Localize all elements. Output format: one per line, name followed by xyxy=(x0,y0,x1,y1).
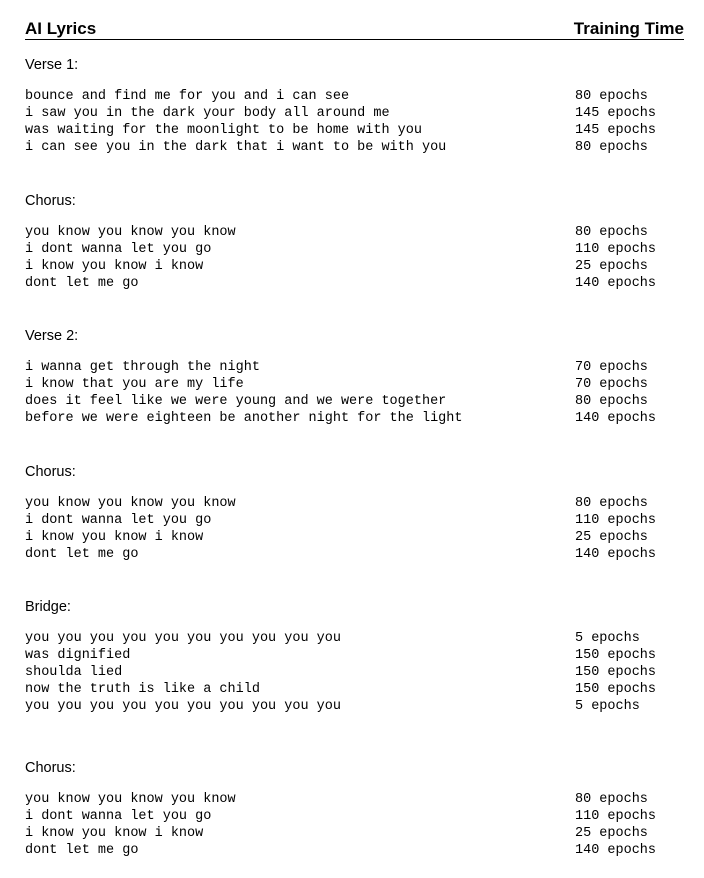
lyric-text: you know you know you know xyxy=(25,792,236,807)
lyric-text: i know that you are my life xyxy=(25,377,244,392)
training-epochs: 80 epochs xyxy=(575,89,648,104)
lyric-text: i saw you in the dark your body all around me xyxy=(25,106,390,121)
lyric-row xyxy=(25,664,684,681)
lyric-row xyxy=(25,241,684,258)
lyric-row xyxy=(25,808,684,825)
lyric-text: dont let me go xyxy=(25,843,139,858)
lyrics-section xyxy=(25,193,684,292)
training-epochs: 80 epochs xyxy=(575,394,648,409)
training-epochs: 25 epochs xyxy=(575,530,648,545)
training-epochs: 145 epochs xyxy=(575,123,657,138)
section-lines xyxy=(25,359,684,427)
training-epochs: 25 epochs xyxy=(575,826,648,841)
section-title: Verse 2: xyxy=(25,328,79,344)
lyric-text: was dignified xyxy=(25,648,131,663)
lyric-text: now the truth is like a child xyxy=(25,682,260,697)
training-epochs: 110 epochs xyxy=(575,809,657,824)
section-title: Bridge: xyxy=(25,599,71,615)
training-epochs: 140 epochs xyxy=(575,411,657,426)
lyric-text: you know you know you know xyxy=(25,496,236,511)
training-epochs: 110 epochs xyxy=(575,242,657,257)
section-lines xyxy=(25,791,684,859)
training-epochs: 80 epochs xyxy=(575,496,648,511)
section-lines xyxy=(25,630,684,715)
lyric-row xyxy=(25,258,684,275)
lyric-text: i know you know i know xyxy=(25,826,204,841)
training-epochs: 70 epochs xyxy=(575,377,648,392)
lyric-text: does it feel like we were young and we were together xyxy=(25,394,447,409)
lyric-text: i dont wanna let you go xyxy=(25,513,212,528)
training-epochs: 145 epochs xyxy=(575,106,657,121)
section-lines xyxy=(25,224,684,292)
lyric-text: i dont wanna let you go xyxy=(25,242,212,257)
lyric-row xyxy=(25,791,684,808)
training-epochs: 140 epochs xyxy=(575,547,657,562)
lyric-row xyxy=(25,681,684,698)
lyrics-heading: AI Lyrics xyxy=(25,19,97,38)
lyric-text: shoulda lied xyxy=(25,665,123,680)
training-epochs: 5 epochs xyxy=(575,699,640,714)
section-lines xyxy=(25,495,684,563)
lyric-row xyxy=(25,698,684,715)
training-epochs: 110 epochs xyxy=(575,513,657,528)
lyric-text: i wanna get through the night xyxy=(25,360,260,375)
lyric-text: dont let me go xyxy=(25,547,139,562)
training-epochs: 150 epochs xyxy=(575,682,657,697)
lyric-row xyxy=(25,393,684,410)
training-epochs: 140 epochs xyxy=(575,843,657,858)
document-header xyxy=(25,18,684,40)
training-epochs: 80 epochs xyxy=(575,140,648,155)
lyric-row xyxy=(25,512,684,529)
lyric-row xyxy=(25,825,684,842)
lyrics-section xyxy=(25,57,684,156)
lyric-row xyxy=(25,410,684,427)
section-lines xyxy=(25,88,684,156)
lyric-row xyxy=(25,546,684,563)
lyric-row xyxy=(25,139,684,156)
lyric-text: i know you know i know xyxy=(25,530,204,545)
section-title: Chorus: xyxy=(25,193,76,209)
lyric-row xyxy=(25,359,684,376)
lyric-row xyxy=(25,647,684,664)
lyric-text: i can see you in the dark that i want to be with you xyxy=(25,140,447,155)
lyric-text: i know you know i know xyxy=(25,259,204,274)
lyrics-section xyxy=(25,760,684,859)
lyric-text: i dont wanna let you go xyxy=(25,809,212,824)
lyric-row xyxy=(25,630,684,647)
lyric-row xyxy=(25,275,684,292)
lyric-text: dont let me go xyxy=(25,276,139,291)
lyric-text: you you you you you you you you you you xyxy=(25,699,341,714)
lyric-text: bounce and find me for you and i can see xyxy=(25,89,350,104)
section-title: Chorus: xyxy=(25,464,76,480)
lyric-row xyxy=(25,842,684,859)
lyric-row xyxy=(25,88,684,105)
lyric-row xyxy=(25,495,684,512)
training-epochs: 150 epochs xyxy=(575,665,657,680)
lyric-row xyxy=(25,122,684,139)
training-epochs: 80 epochs xyxy=(575,225,648,240)
lyric-row xyxy=(25,105,684,122)
training-epochs: 5 epochs xyxy=(575,631,640,646)
lyrics-section xyxy=(25,328,684,427)
lyric-text: you know you know you know xyxy=(25,225,236,240)
training-epochs: 140 epochs xyxy=(575,276,657,291)
section-title: Chorus: xyxy=(25,760,76,776)
lyrics-section xyxy=(25,599,684,715)
lyric-text: you you you you you you you you you you xyxy=(25,631,341,646)
lyric-row xyxy=(25,224,684,241)
document-page xyxy=(25,18,684,858)
lyric-text: was waiting for the moonlight to be home with you xyxy=(25,123,422,138)
section-title: Verse 1: xyxy=(25,57,79,73)
training-epochs: 150 epochs xyxy=(575,648,657,663)
lyric-row xyxy=(25,529,684,546)
training-epochs: 80 epochs xyxy=(575,792,648,807)
training-time-heading: Training Time xyxy=(573,19,684,38)
lyric-text: before we were eighteen be another night for the light xyxy=(25,411,463,426)
lyric-row xyxy=(25,376,684,393)
training-epochs: 25 epochs xyxy=(575,259,648,274)
training-epochs: 70 epochs xyxy=(575,360,648,375)
lyrics-section xyxy=(25,464,684,563)
